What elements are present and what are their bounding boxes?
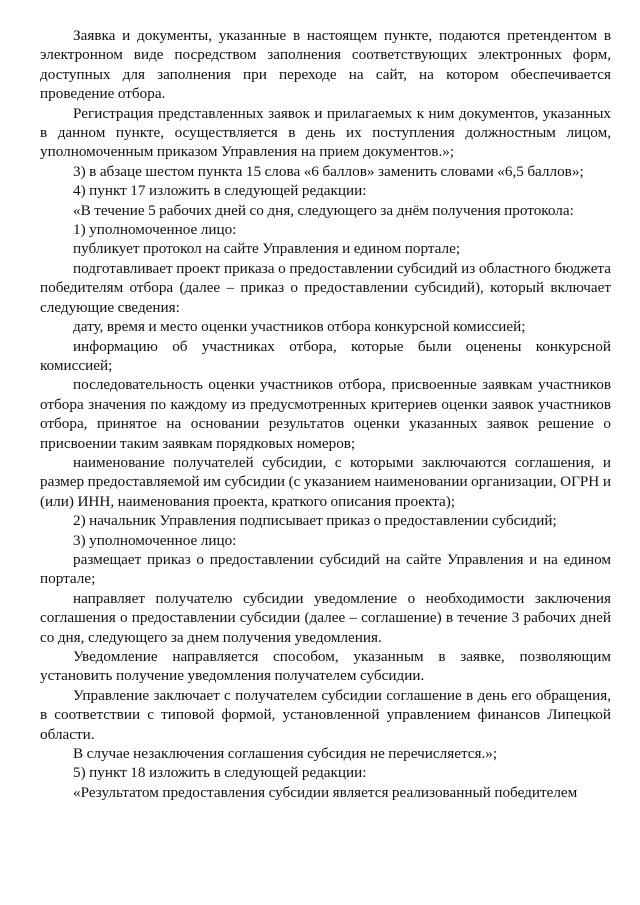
paragraph-places-order: размещает приказ о предоставлении субсидий на сайте Управления и на едином портале; — [40, 550, 611, 588]
paragraph-item-5-clause-18: 5) пункт 18 изложить в следующей редакции: — [73, 764, 367, 782]
paragraph-date-time-place: дату, время и место оценки участников отбора конкурсной комиссией; — [73, 318, 526, 336]
paragraph-within-5-days: «В течение 5 рабочих дней со дня, следующего за днём получения протокола: — [73, 201, 574, 219]
paragraph-result-of-subsidy: «Результатом предоставления субсидии является реализованный победителем — [73, 783, 578, 801]
paragraph-head-signs-order: 2) начальник Управления подписывает приказ о предоставлении субсидий; — [73, 512, 557, 530]
paragraph-registration: Регистрация представленных заявок и прилагаемых к ним документов, указанных в данном пункте, осуществляется в день их поступления должностным лицом, уполномоченным приказом Управления на прием документов.»; — [40, 104, 611, 161]
paragraph-evaluation-sequence: последовательность оценки участников отбора, присвоенные заявкам участников отбора значения по каждому из предусмотренных критериев оценки заявок участников отбора, принятое на основании результатов оценки указанных заявок решение о присвоении таким заявкам порядковых номеров; — [40, 376, 611, 452]
paragraph-authorized-person-3: 3) уполномоченное лицо: — [73, 531, 237, 549]
paragraph-recipients-names: наименование получателей субсидии, с которыми заключаются соглашения, и размер предоставляемой им субсидии (с указанием наименовании организации, ОГРН и (или) ИНН, наименования проекта, краткого описания проекта); — [40, 453, 611, 510]
paragraph-sends-notification: направляет получателю субсидии уведомление о необходимости заключения соглашения о предоставлении субсидии (далее – соглашение) в течение 3 рабочих дней со дня, следующего за днем получения уведомления. — [40, 589, 611, 646]
paragraph-prepares-draft-order: подготавливает проект приказа о предоставлении субсидий из областного бюджета победителям отбора (далее – приказ о предоставлении субсидий), который включает следующие сведения: — [40, 259, 611, 316]
paragraph-notification-method: Уведомление направляется способом, указанным в заявке, позволяющим установить получение уведомления получателем субсидии. — [40, 648, 611, 685]
paragraph-no-agreement: В случае незаключения соглашения субсидия не перечисляется.»; — [73, 745, 498, 763]
paragraph-agreement-concluded: Управление заключает с получателем субсидии соглашение в день его обращения, в соответствии с типовой формой, установленной управлением финансов Липецкой области. — [40, 686, 611, 743]
paragraph-application-submission: Заявка и документы, указанные в настоящем пункте, подаются претендентом в электронном виде посредством заполнения соответствующих электронных форм, доступных для заполнения при переходе на сайт, на котором обеспечивается проведение отбора. — [40, 27, 611, 103]
paragraph-item-3-points: 3) в абзаце шестом пункта 15 слова «6 баллов» заменить словами «6,5 баллов»; — [73, 162, 584, 180]
paragraph-item-4-clause-17: 4) пункт 17 изложить в следующей редакции: — [73, 182, 367, 200]
paragraph-authorized-person-1: 1) уполномоченное лицо: — [73, 221, 237, 239]
paragraph-participants-info: информацию об участниках отбора, которые были оценены конкурсной комиссией; — [40, 337, 611, 374]
paragraph-publishes-protocol: публикует протокол на сайте Управления и едином портале; — [73, 240, 461, 258]
document-page — [40, 26, 611, 802]
